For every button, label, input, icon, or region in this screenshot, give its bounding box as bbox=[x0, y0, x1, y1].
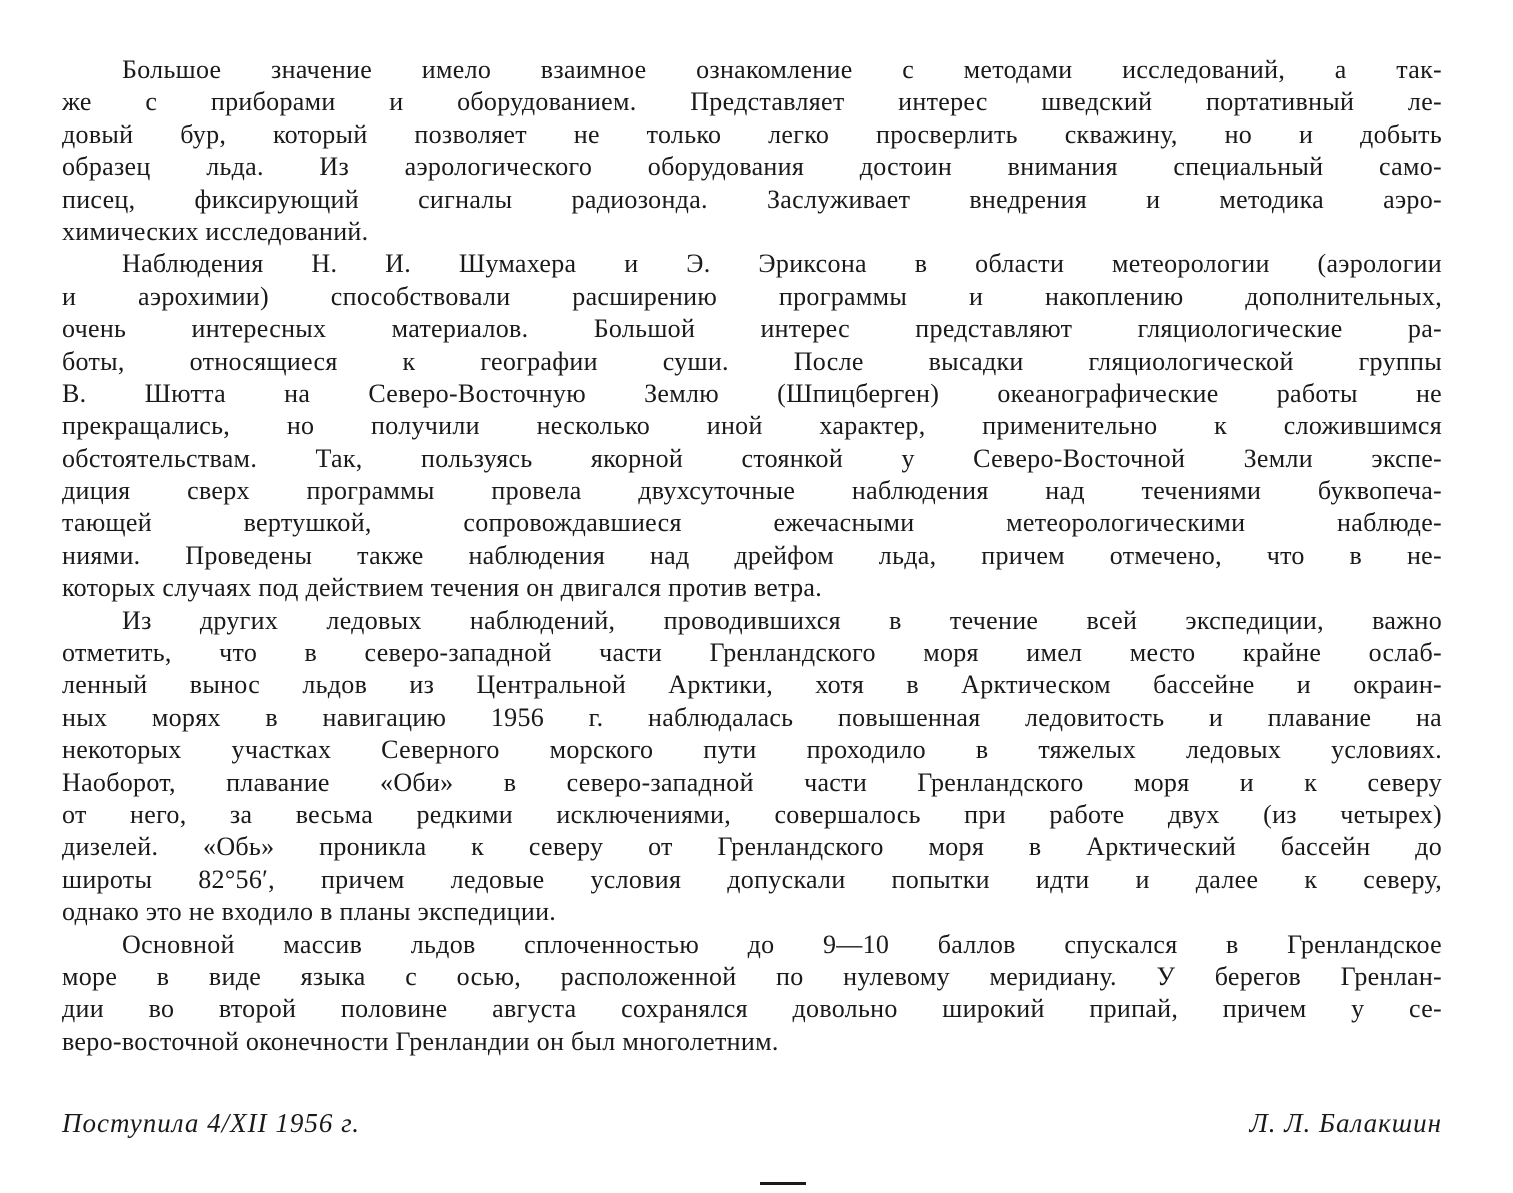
text-line: же с приборами и оборудованием. Представляет интерес шведский портативный ле- bbox=[62, 87, 1442, 117]
text-line: прекращались, но получили несколько иной характер, применительно к сложившимся bbox=[62, 411, 1442, 441]
received-date: Поступила 4/XII 1956 г. bbox=[62, 1108, 361, 1138]
text-line: диция сверх программы провела двухсуточные наблюдения над течениями буквопеча- bbox=[62, 476, 1442, 506]
text-line: Основной массив льдов сплоченностью до 9—10 баллов спускался в Гренландское bbox=[122, 929, 1442, 959]
page-edge-mark bbox=[760, 1182, 806, 1185]
text-line: Большое значение имело взаимное ознакомление с методами исследований, а так- bbox=[122, 55, 1442, 84]
text-line: химических исследований. bbox=[62, 216, 369, 246]
text-line: писец, фиксирующий сигналы радиозонда. Заслуживает внедрения и методика аэро- bbox=[62, 184, 1442, 214]
text-line: Из других ледовых наблюдений, проводившихся в течение всей экспедиции, важно bbox=[122, 605, 1442, 635]
text-line: дизелей. «Обь» проникла к северу от Гренландского моря в Арктический бассейн до bbox=[62, 832, 1442, 862]
paragraph-methods bbox=[62, 54, 1442, 248]
paragraph-ice-observations bbox=[62, 605, 1442, 929]
text-line: боты, относящиеся к географии суши. После высадки гляциологической группы bbox=[62, 346, 1442, 376]
text-line: В. Шютта на Северо-Восточную Землю (Шпицберген) океанографические работы не bbox=[62, 378, 1442, 408]
text-line: ленный вынос льдов из Центральной Арктики, хотя в Арктическом бассейне и окраин- bbox=[62, 670, 1442, 700]
text-line: обстоятельствам. Так, пользуясь якорной стоянкой у Северо-Восточной Земли экспе- bbox=[62, 443, 1442, 473]
paragraph-ice-massif bbox=[62, 929, 1442, 1059]
text-line: ниями. Проведены также наблюдения над дрейфом льда, причем отмечено, что в не- bbox=[62, 540, 1442, 570]
text-line: очень интересных материалов. Большой интерес представляют гляциологические ра- bbox=[62, 314, 1442, 344]
text-line: море в виде языка с осью, расположенной по нулевому меридиану. У берегов Гренлан- bbox=[62, 961, 1442, 991]
text-line: которых случаях под действием течения он двигался против ветра. bbox=[62, 573, 823, 603]
text-line: широты 82°56′, причем ледовые условия допускали попытки идти и далее к северу, bbox=[62, 864, 1442, 894]
text-line: от него, за весьма редкими исключениями, совершалось при работе двух (из четырех) bbox=[62, 799, 1442, 829]
text-line: дии во второй половине августа сохранялся довольно широкий припай, причем у се- bbox=[62, 994, 1442, 1024]
article-body bbox=[62, 54, 1442, 1058]
text-line: и аэрохимии) способствовали расширению программы и накоплению дополнительных, bbox=[62, 281, 1442, 311]
text-line: довый бур, который позволяет не только легко просверлить скважину, но и добыть bbox=[62, 119, 1442, 149]
text-line: ных морях в навигацию 1956 г. наблюдалась повышенная ледовитость и плавание на bbox=[62, 702, 1442, 732]
text-line: тающей вертушкой, сопровождавшиеся ежечасными метеорологическими наблюде- bbox=[62, 508, 1442, 538]
text-line: однако это не входило в планы экспедиции. bbox=[62, 897, 557, 927]
text-line: Наблюдения Н. И. Шумахера и Э. Эриксона в области метеорологии (аэрологии bbox=[122, 249, 1442, 279]
text-line: Наоборот, плавание «Оби» в северо-западной части Гренландского моря и к северу bbox=[62, 767, 1442, 797]
text-line: образец льда. Из аэрологического оборудования достоин внимания специальный само- bbox=[62, 152, 1442, 182]
paragraph-observations bbox=[62, 248, 1442, 604]
text-line: веро-восточной оконечности Гренландии он был многолетним. bbox=[62, 1026, 779, 1056]
author-signature: Л. Л. Балакшин bbox=[1249, 1108, 1442, 1138]
text-line: некоторых участках Северного морского пути проходило в тяжелых ледовых условиях. bbox=[62, 735, 1442, 765]
text-line: отметить, что в северо-западной части Гренландского моря имел место крайне ослаб- bbox=[62, 638, 1442, 668]
